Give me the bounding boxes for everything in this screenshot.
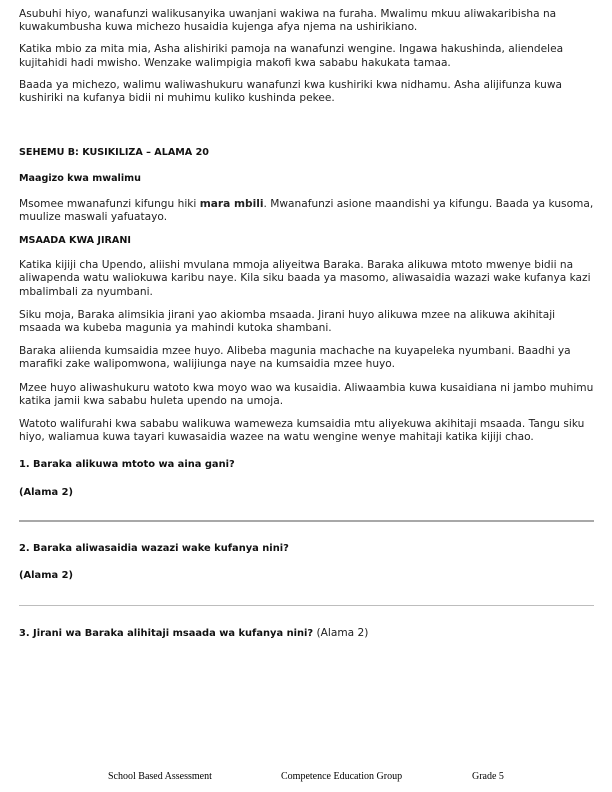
instruction-text-after: . Mwanafunzi asione maandishi ya kifungu. Baada ya kusoma, muulize maswali yafuatayo. xyxy=(19,197,594,223)
instruction-text-before: Msomee mwanafunzi kifungu hiki xyxy=(19,197,200,210)
story-title: MSAADA KWA JIRANI xyxy=(19,235,131,247)
answer-line-1 xyxy=(19,520,594,522)
story-paragraph-2: Siku moja, Baraka alimsikia jirani yao akiomba msaada. Jirani huyo alikuwa mzee na alikuwa akihitaji msaada wa kubeba magunia ya mahindi kutoka shambani. xyxy=(19,308,556,335)
teacher-instruction-heading: Maagizo kwa mwalimu xyxy=(19,173,141,185)
story-paragraph-5: Watoto walifurahi kwa sababu walikuwa wamewezа kumsaidia mtu aliyekuwa akihitaji msaada. Tangu siku hiyo, waliamua kuwa tayari kuwasaidia wazee na watu wengine wenye mahitaji katika kijiji chao. xyxy=(19,418,585,444)
question-1: 1. Baraka alikuwa mtoto wa aina gani? xyxy=(19,459,235,471)
story-paragraph-4: Mzee huyo aliwashukuru watoto kwa moyo wao wa kusaidia. Aliwaambia kuwa kusaidiana ni jambo muhimu katika jamii kwa sababu huleta upendo na umoja. xyxy=(19,381,594,407)
document-page xyxy=(19,8,594,640)
question-1-marks: (Alama 2) xyxy=(19,486,73,498)
intro-paragraph-1: Asubuhi hiyo, wanafunzi walikusanyika uwanjani wakiwa na furaha. Mwalimu mkuu aliwakaribisha na kuwakumbusha kuwa michezo husaidia kujenga afya njema na ushirikiano. xyxy=(19,8,557,34)
question-3 xyxy=(19,627,594,640)
question-2-marks: (Alama 2) xyxy=(19,570,73,582)
footer-center: Competence Education Group xyxy=(281,771,403,782)
section-heading: SEHEMU B: KUSIKILIZA – ALAMA 20 xyxy=(19,147,209,159)
footer-right: Grade 5 xyxy=(472,771,504,782)
story-paragraph-3: Baraka aliienda kumsaidia mzee huyo. Alibeba magunia machache na kuyapeleka nyumbani. Baadhi ya marafiki zake walipomwona, walijiunga naye na kumsaidia mzee huyo. xyxy=(19,345,571,371)
page-footer xyxy=(0,771,612,787)
question-3-marks: (Alama 2) xyxy=(316,627,369,640)
question-2: 2. Baraka aliwasaidia wazazi wake kufanya nini? xyxy=(19,542,289,554)
answer-line-2 xyxy=(19,605,594,606)
teacher-instruction xyxy=(19,198,594,224)
story-paragraph-1: Katika kijiji cha Upendo, aliishi mvulana mmoja aliyeitwa Baraka. Baraka alikuwa mtoto mwenye bidii na aliwapenda watu waliokuwa karibu naye. Kila siku baada ya masomo, aliwasaidia wazazi wake kufanya kazi mbalimbali za nyumbani. xyxy=(19,259,591,298)
instruction-emphasis: mara mbili xyxy=(199,197,264,210)
question-3-text: 3. Jirani wa Baraka alihitaji msaada wa kufanya nini? xyxy=(19,628,314,640)
intro-paragraph-3: Baada ya michezo, walimu waliwashukuru wanafunzi kwa kushiriki kwa nidhamu. Asha alijifunza kuwa kushiriki na kufanya bidii ni muhimu kuliko kushinda pekee. xyxy=(19,78,562,105)
intro-paragraph-2: Katika mbio za mita mia, Asha alishiriki pamoja na wanafunzi wengine. Ingawa hakushinda, aliendelea kujitahidi hadi mwisho. Wenzake walimpigia makofi kwa sababu hakukata tamaa. xyxy=(19,43,564,69)
footer-left: School Based Assessment xyxy=(108,771,212,782)
